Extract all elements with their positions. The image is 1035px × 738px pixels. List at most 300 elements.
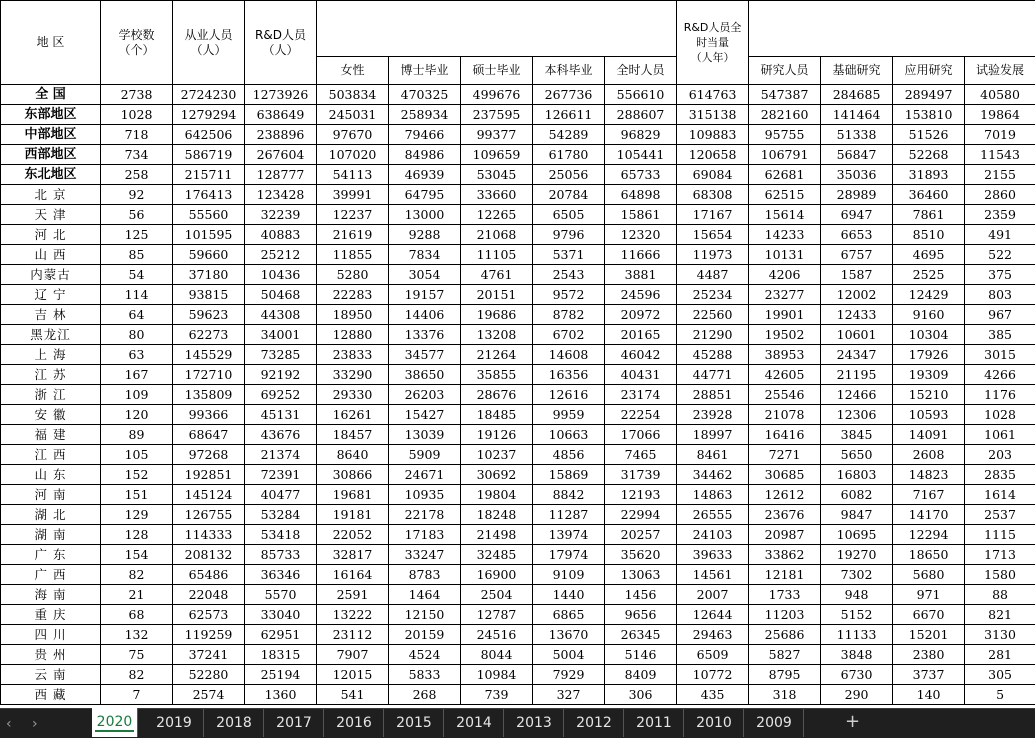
- header-experimental[interactable]: 试验发展: [965, 56, 1035, 84]
- value-cell[interactable]: 99366: [173, 405, 245, 425]
- value-cell[interactable]: 7834: [389, 245, 461, 265]
- value-cell[interactable]: 23277: [749, 285, 821, 305]
- value-cell[interactable]: 22994: [605, 505, 677, 525]
- value-cell[interactable]: 11105: [461, 245, 533, 265]
- value-cell[interactable]: 89: [101, 425, 173, 445]
- header-region[interactable]: 地 区: [1, 1, 101, 85]
- value-cell[interactable]: 51338: [821, 125, 893, 145]
- value-cell[interactable]: 12612: [749, 485, 821, 505]
- value-cell[interactable]: 237595: [461, 105, 533, 125]
- value-cell[interactable]: 59660: [173, 245, 245, 265]
- header-fulltime[interactable]: 全时人员: [605, 56, 677, 84]
- sheet-tab-2016[interactable]: [325, 709, 384, 737]
- value-cell[interactable]: 967: [965, 305, 1035, 325]
- value-cell[interactable]: 22560: [677, 305, 749, 325]
- value-cell[interactable]: 61780: [533, 145, 605, 165]
- value-cell[interactable]: 20987: [749, 525, 821, 545]
- value-cell[interactable]: 15201: [893, 625, 965, 645]
- value-cell[interactable]: 63: [101, 345, 173, 365]
- value-cell[interactable]: 101595: [173, 225, 245, 245]
- value-cell[interactable]: 19502: [749, 325, 821, 345]
- value-cell[interactable]: 13222: [317, 605, 389, 625]
- region-cell[interactable]: 中部地区: [1, 125, 101, 145]
- value-cell[interactable]: 106791: [749, 145, 821, 165]
- value-cell[interactable]: 6730: [821, 665, 893, 685]
- value-cell[interactable]: 288607: [605, 105, 677, 125]
- value-cell[interactable]: 1614: [965, 485, 1035, 505]
- value-cell[interactable]: 12294: [893, 525, 965, 545]
- value-cell[interactable]: 556610: [605, 85, 677, 105]
- value-cell[interactable]: 145529: [173, 345, 245, 365]
- value-cell[interactable]: 9847: [821, 505, 893, 525]
- header-applied[interactable]: 应用研究: [893, 56, 965, 84]
- value-cell[interactable]: 15654: [677, 225, 749, 245]
- value-cell[interactable]: 1440: [533, 585, 605, 605]
- value-cell[interactable]: 30692: [461, 465, 533, 485]
- value-cell[interactable]: 97268: [173, 445, 245, 465]
- value-cell[interactable]: 19804: [461, 485, 533, 505]
- sheet-tab-2015[interactable]: [385, 709, 444, 737]
- value-cell[interactable]: 1028: [101, 105, 173, 125]
- value-cell[interactable]: 12193: [605, 485, 677, 505]
- value-cell[interactable]: 92192: [245, 365, 317, 385]
- value-cell[interactable]: 32239: [245, 205, 317, 225]
- sheet-tab-2011[interactable]: [625, 709, 684, 737]
- value-cell[interactable]: 40580: [965, 85, 1035, 105]
- value-cell[interactable]: 15210: [893, 385, 965, 405]
- value-cell[interactable]: 821: [965, 605, 1035, 625]
- value-cell[interactable]: 18650: [893, 545, 965, 565]
- region-cell[interactable]: 黑龙江: [1, 325, 101, 345]
- value-cell[interactable]: 46042: [605, 345, 677, 365]
- header-basic[interactable]: 基础研究: [821, 56, 893, 84]
- value-cell[interactable]: 20165: [605, 325, 677, 345]
- value-cell[interactable]: 172710: [173, 365, 245, 385]
- value-cell[interactable]: 19126: [461, 425, 533, 445]
- value-cell[interactable]: 7167: [893, 485, 965, 505]
- value-cell[interactable]: 26555: [677, 505, 749, 525]
- value-cell[interactable]: 1028: [965, 405, 1035, 425]
- value-cell[interactable]: 5280: [317, 265, 389, 285]
- value-cell[interactable]: 17066: [605, 425, 677, 445]
- value-cell[interactable]: 22283: [317, 285, 389, 305]
- value-cell[interactable]: 2591: [317, 585, 389, 605]
- value-cell[interactable]: 21498: [461, 525, 533, 545]
- value-cell[interactable]: 4695: [893, 245, 965, 265]
- value-cell[interactable]: 20972: [605, 305, 677, 325]
- value-cell[interactable]: 14608: [533, 345, 605, 365]
- value-cell[interactable]: 7271: [749, 445, 821, 465]
- value-cell[interactable]: 2525: [893, 265, 965, 285]
- value-cell[interactable]: 1176: [965, 385, 1035, 405]
- value-cell[interactable]: 32485: [461, 545, 533, 565]
- value-cell[interactable]: 22048: [173, 585, 245, 605]
- value-cell[interactable]: 126611: [533, 105, 605, 125]
- value-cell[interactable]: 105: [101, 445, 173, 465]
- value-cell[interactable]: 24671: [389, 465, 461, 485]
- value-cell[interactable]: 128: [101, 525, 173, 545]
- value-cell[interactable]: 1464: [389, 585, 461, 605]
- value-cell[interactable]: 39633: [677, 545, 749, 565]
- value-cell[interactable]: 1360: [245, 685, 317, 705]
- region-cell[interactable]: 广 西: [1, 565, 101, 585]
- value-cell[interactable]: 25194: [245, 665, 317, 685]
- value-cell[interactable]: 8783: [389, 565, 461, 585]
- value-cell[interactable]: 1115: [965, 525, 1035, 545]
- value-cell[interactable]: 22254: [605, 405, 677, 425]
- value-cell[interactable]: 8795: [749, 665, 821, 685]
- value-cell[interactable]: 5680: [893, 565, 965, 585]
- value-cell[interactable]: 75: [101, 645, 173, 665]
- value-cell[interactable]: 16416: [749, 425, 821, 445]
- value-cell[interactable]: 35620: [605, 545, 677, 565]
- value-cell[interactable]: 16261: [317, 405, 389, 425]
- value-cell[interactable]: 3130: [965, 625, 1035, 645]
- value-cell[interactable]: 14863: [677, 485, 749, 505]
- value-cell[interactable]: 5650: [821, 445, 893, 465]
- value-cell[interactable]: 491: [965, 225, 1035, 245]
- value-cell[interactable]: 92: [101, 185, 173, 205]
- value-cell[interactable]: 64898: [605, 185, 677, 205]
- value-cell[interactable]: 5570: [245, 585, 317, 605]
- value-cell[interactable]: 614763: [677, 85, 749, 105]
- value-cell[interactable]: 18950: [317, 305, 389, 325]
- region-cell[interactable]: 内蒙古: [1, 265, 101, 285]
- value-cell[interactable]: 23676: [749, 505, 821, 525]
- value-cell[interactable]: 7302: [821, 565, 893, 585]
- value-cell[interactable]: 26345: [605, 625, 677, 645]
- value-cell[interactable]: 64: [101, 305, 173, 325]
- value-cell[interactable]: 23833: [317, 345, 389, 365]
- region-cell[interactable]: 北 京: [1, 185, 101, 205]
- add-sheet-button[interactable]: +: [845, 711, 860, 732]
- value-cell[interactable]: 43676: [245, 425, 317, 445]
- value-cell[interactable]: 96829: [605, 125, 677, 145]
- region-cell[interactable]: 福 建: [1, 425, 101, 445]
- value-cell[interactable]: 53284: [245, 505, 317, 525]
- header-fte[interactable]: R&D人员全 时当量 （人年）: [677, 1, 749, 85]
- value-cell[interactable]: 28851: [677, 385, 749, 405]
- value-cell[interactable]: 11287: [533, 505, 605, 525]
- value-cell[interactable]: 24516: [461, 625, 533, 645]
- scroll-tabs-left-icon[interactable]: ‹: [6, 716, 12, 732]
- value-cell[interactable]: 53418: [245, 525, 317, 545]
- value-cell[interactable]: 3881: [605, 265, 677, 285]
- value-cell[interactable]: 109659: [461, 145, 533, 165]
- value-cell[interactable]: 10436: [245, 265, 317, 285]
- value-cell[interactable]: 125: [101, 225, 173, 245]
- value-cell[interactable]: 13063: [605, 565, 677, 585]
- value-cell[interactable]: 141464: [821, 105, 893, 125]
- value-cell[interactable]: 1279294: [173, 105, 245, 125]
- value-cell[interactable]: 35855: [461, 365, 533, 385]
- header-staff[interactable]: 从业人员 （人）: [173, 1, 245, 85]
- value-cell[interactable]: 435: [677, 685, 749, 705]
- value-cell[interactable]: 50468: [245, 285, 317, 305]
- value-cell[interactable]: 31893: [893, 165, 965, 185]
- value-cell[interactable]: 6509: [677, 645, 749, 665]
- value-cell[interactable]: 10663: [533, 425, 605, 445]
- value-cell[interactable]: 28676: [461, 385, 533, 405]
- value-cell[interactable]: 19864: [965, 105, 1035, 125]
- sheet-tab-2010[interactable]: [685, 709, 744, 737]
- value-cell[interactable]: 32817: [317, 545, 389, 565]
- value-cell[interactable]: 80: [101, 325, 173, 345]
- region-cell[interactable]: 东部地区: [1, 105, 101, 125]
- value-cell[interactable]: 12429: [893, 285, 965, 305]
- sheet-tab-2017[interactable]: [265, 709, 324, 737]
- value-cell[interactable]: 107020: [317, 145, 389, 165]
- value-cell[interactable]: 18248: [461, 505, 533, 525]
- value-cell[interactable]: 129: [101, 505, 173, 525]
- value-cell[interactable]: 21290: [677, 325, 749, 345]
- header-rd-staff[interactable]: R&D人员 （人）: [245, 1, 317, 85]
- value-cell[interactable]: 541: [317, 685, 389, 705]
- value-cell[interactable]: 119259: [173, 625, 245, 645]
- value-cell[interactable]: 72391: [245, 465, 317, 485]
- header-bachelor[interactable]: 本科毕业: [533, 56, 605, 84]
- value-cell[interactable]: 375: [965, 265, 1035, 285]
- value-cell[interactable]: 13208: [461, 325, 533, 345]
- value-cell[interactable]: 84986: [389, 145, 461, 165]
- value-cell[interactable]: 29463: [677, 625, 749, 645]
- value-cell[interactable]: 7929: [533, 665, 605, 685]
- value-cell[interactable]: 9288: [389, 225, 461, 245]
- value-cell[interactable]: 33660: [461, 185, 533, 205]
- value-cell[interactable]: 6947: [821, 205, 893, 225]
- value-cell[interactable]: 31739: [605, 465, 677, 485]
- region-cell[interactable]: 辽 宁: [1, 285, 101, 305]
- region-cell[interactable]: 天 津: [1, 205, 101, 225]
- value-cell[interactable]: 282160: [749, 105, 821, 125]
- value-cell[interactable]: 7: [101, 685, 173, 705]
- value-cell[interactable]: 73285: [245, 345, 317, 365]
- value-cell[interactable]: 12002: [821, 285, 893, 305]
- value-cell[interactable]: 8461: [677, 445, 749, 465]
- region-cell[interactable]: 河 北: [1, 225, 101, 245]
- value-cell[interactable]: 385: [965, 325, 1035, 345]
- value-cell[interactable]: 499676: [461, 85, 533, 105]
- value-cell[interactable]: 20159: [389, 625, 461, 645]
- header-fte-breakdown[interactable]: [749, 1, 1035, 57]
- value-cell[interactable]: 4856: [533, 445, 605, 465]
- value-cell[interactable]: 153810: [893, 105, 965, 125]
- value-cell[interactable]: 8044: [461, 645, 533, 665]
- value-cell[interactable]: 9109: [533, 565, 605, 585]
- value-cell[interactable]: 327: [533, 685, 605, 705]
- value-cell[interactable]: 267736: [533, 85, 605, 105]
- sheet-tab-2012[interactable]: [565, 709, 624, 737]
- value-cell[interactable]: 105441: [605, 145, 677, 165]
- value-cell[interactable]: 114333: [173, 525, 245, 545]
- value-cell[interactable]: 33247: [389, 545, 461, 565]
- value-cell[interactable]: 6082: [821, 485, 893, 505]
- value-cell[interactable]: 15427: [389, 405, 461, 425]
- value-cell[interactable]: 20257: [605, 525, 677, 545]
- region-cell[interactable]: 江 西: [1, 445, 101, 465]
- value-cell[interactable]: 2574: [173, 685, 245, 705]
- value-cell[interactable]: 16803: [821, 465, 893, 485]
- value-cell[interactable]: 45131: [245, 405, 317, 425]
- value-cell[interactable]: 25212: [245, 245, 317, 265]
- value-cell[interactable]: 1456: [605, 585, 677, 605]
- value-cell[interactable]: 305: [965, 665, 1035, 685]
- value-cell[interactable]: 40883: [245, 225, 317, 245]
- value-cell[interactable]: 12433: [821, 305, 893, 325]
- value-cell[interactable]: 803: [965, 285, 1035, 305]
- value-cell[interactable]: 9959: [533, 405, 605, 425]
- value-cell[interactable]: 8510: [893, 225, 965, 245]
- value-cell[interactable]: 44308: [245, 305, 317, 325]
- value-cell[interactable]: 12616: [533, 385, 605, 405]
- value-cell[interactable]: 19270: [821, 545, 893, 565]
- value-cell[interactable]: 503834: [317, 85, 389, 105]
- value-cell[interactable]: 11666: [605, 245, 677, 265]
- value-cell[interactable]: 19181: [317, 505, 389, 525]
- value-cell[interactable]: 10304: [893, 325, 965, 345]
- value-cell[interactable]: 22052: [317, 525, 389, 545]
- value-cell[interactable]: 54113: [317, 165, 389, 185]
- value-cell[interactable]: 1733: [749, 585, 821, 605]
- region-cell[interactable]: 四 川: [1, 625, 101, 645]
- region-cell[interactable]: 西部地区: [1, 145, 101, 165]
- value-cell[interactable]: 176413: [173, 185, 245, 205]
- value-cell[interactable]: 25686: [749, 625, 821, 645]
- value-cell[interactable]: 37241: [173, 645, 245, 665]
- value-cell[interactable]: 12644: [677, 605, 749, 625]
- value-cell[interactable]: 12320: [605, 225, 677, 245]
- value-cell[interactable]: 522: [965, 245, 1035, 265]
- value-cell[interactable]: 21: [101, 585, 173, 605]
- value-cell[interactable]: 13974: [533, 525, 605, 545]
- value-cell[interactable]: 12015: [317, 665, 389, 685]
- value-cell[interactable]: 82: [101, 565, 173, 585]
- value-cell[interactable]: 33290: [317, 365, 389, 385]
- value-cell[interactable]: 2537: [965, 505, 1035, 525]
- sheet-tab-2013[interactable]: [505, 709, 564, 737]
- value-cell[interactable]: 2608: [893, 445, 965, 465]
- value-cell[interactable]: 37180: [173, 265, 245, 285]
- value-cell[interactable]: 547387: [749, 85, 821, 105]
- value-cell[interactable]: 24103: [677, 525, 749, 545]
- value-cell[interactable]: 6702: [533, 325, 605, 345]
- value-cell[interactable]: 2835: [965, 465, 1035, 485]
- value-cell[interactable]: 11973: [677, 245, 749, 265]
- value-cell[interactable]: 5833: [389, 665, 461, 685]
- value-cell[interactable]: 33862: [749, 545, 821, 565]
- header-master[interactable]: 硕士毕业: [461, 56, 533, 84]
- value-cell[interactable]: 16164: [317, 565, 389, 585]
- value-cell[interactable]: 62951: [245, 625, 317, 645]
- value-cell[interactable]: 4206: [749, 265, 821, 285]
- value-cell[interactable]: 12265: [461, 205, 533, 225]
- value-cell[interactable]: 53045: [461, 165, 533, 185]
- value-cell[interactable]: 284685: [821, 85, 893, 105]
- value-cell[interactable]: 21374: [245, 445, 317, 465]
- value-cell[interactable]: 95755: [749, 125, 821, 145]
- value-cell[interactable]: 10695: [821, 525, 893, 545]
- header-phd[interactable]: 博士毕业: [389, 56, 461, 84]
- value-cell[interactable]: 51526: [893, 125, 965, 145]
- value-cell[interactable]: 6757: [821, 245, 893, 265]
- value-cell[interactable]: 6670: [893, 605, 965, 625]
- value-cell[interactable]: 586719: [173, 145, 245, 165]
- value-cell[interactable]: 9656: [605, 605, 677, 625]
- value-cell[interactable]: 152: [101, 465, 173, 485]
- value-cell[interactable]: 14406: [389, 305, 461, 325]
- value-cell[interactable]: 5371: [533, 245, 605, 265]
- value-cell[interactable]: 19681: [317, 485, 389, 505]
- region-cell[interactable]: 东北地区: [1, 165, 101, 185]
- sheet-tab-2019[interactable]: [145, 709, 204, 737]
- value-cell[interactable]: 10772: [677, 665, 749, 685]
- value-cell[interactable]: 2543: [533, 265, 605, 285]
- value-cell[interactable]: 7465: [605, 445, 677, 465]
- value-cell[interactable]: 68647: [173, 425, 245, 445]
- value-cell[interactable]: 4524: [389, 645, 461, 665]
- value-cell[interactable]: 65486: [173, 565, 245, 585]
- value-cell[interactable]: 2007: [677, 585, 749, 605]
- value-cell[interactable]: 8640: [317, 445, 389, 465]
- value-cell[interactable]: 38953: [749, 345, 821, 365]
- value-cell[interactable]: 268: [389, 685, 461, 705]
- value-cell[interactable]: 114: [101, 285, 173, 305]
- region-cell[interactable]: 湖 北: [1, 505, 101, 525]
- value-cell[interactable]: 9796: [533, 225, 605, 245]
- value-cell[interactable]: 62273: [173, 325, 245, 345]
- value-cell[interactable]: 258: [101, 165, 173, 185]
- value-cell[interactable]: 3845: [821, 425, 893, 445]
- region-cell[interactable]: 湖 南: [1, 525, 101, 545]
- value-cell[interactable]: 13000: [389, 205, 461, 225]
- value-cell[interactable]: 151: [101, 485, 173, 505]
- value-cell[interactable]: 42605: [749, 365, 821, 385]
- value-cell[interactable]: 25234: [677, 285, 749, 305]
- value-cell[interactable]: 12181: [749, 565, 821, 585]
- value-cell[interactable]: 1587: [821, 265, 893, 285]
- value-cell[interactable]: 17167: [677, 205, 749, 225]
- value-cell[interactable]: 21195: [821, 365, 893, 385]
- value-cell[interactable]: 62681: [749, 165, 821, 185]
- value-cell[interactable]: 128777: [245, 165, 317, 185]
- value-cell[interactable]: 315138: [677, 105, 749, 125]
- region-cell[interactable]: 山 东: [1, 465, 101, 485]
- value-cell[interactable]: 59623: [173, 305, 245, 325]
- value-cell[interactable]: 52280: [173, 665, 245, 685]
- value-cell[interactable]: 245031: [317, 105, 389, 125]
- value-cell[interactable]: 140: [893, 685, 965, 705]
- value-cell[interactable]: 38650: [389, 365, 461, 385]
- value-cell[interactable]: 123428: [245, 185, 317, 205]
- value-cell[interactable]: 2504: [461, 585, 533, 605]
- value-cell[interactable]: 19309: [893, 365, 965, 385]
- value-cell[interactable]: 638649: [245, 105, 317, 125]
- value-cell[interactable]: 318: [749, 685, 821, 705]
- value-cell[interactable]: 1713: [965, 545, 1035, 565]
- scroll-tabs-right-icon[interactable]: ›: [32, 716, 38, 732]
- value-cell[interactable]: 5: [965, 685, 1035, 705]
- value-cell[interactable]: 14091: [893, 425, 965, 445]
- value-cell[interactable]: 36346: [245, 565, 317, 585]
- value-cell[interactable]: 20784: [533, 185, 605, 205]
- value-cell[interactable]: 306: [605, 685, 677, 705]
- value-cell[interactable]: 62515: [749, 185, 821, 205]
- value-cell[interactable]: 35036: [821, 165, 893, 185]
- sheet-tab-2018[interactable]: [205, 709, 264, 737]
- value-cell[interactable]: 2724230: [173, 85, 245, 105]
- region-cell[interactable]: 西 藏: [1, 685, 101, 705]
- value-cell[interactable]: 7019: [965, 125, 1035, 145]
